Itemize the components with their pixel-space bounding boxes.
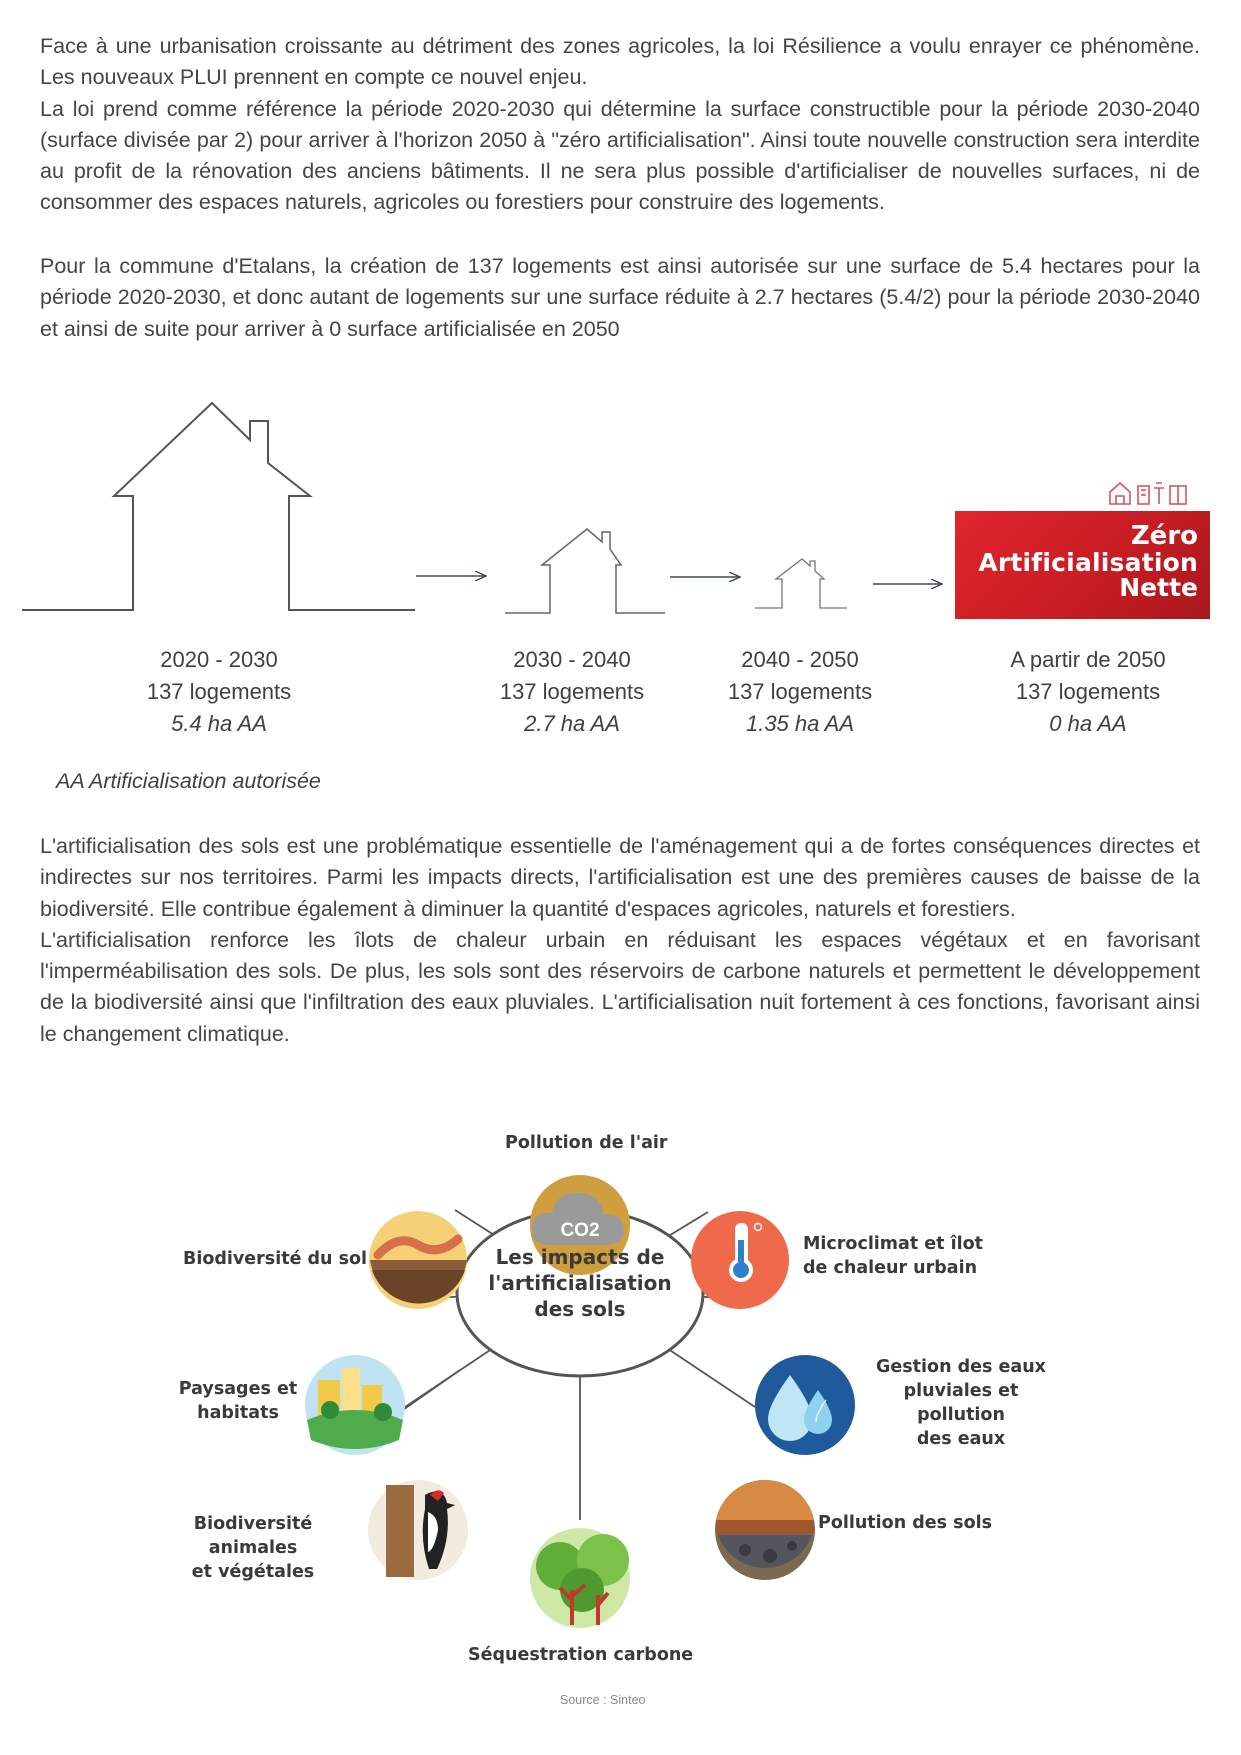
source-credit: Source : Sinteo [560,1693,646,1707]
woodpecker-icon [368,1480,468,1580]
impacts-paragraph-1: L'artificialisation des sols est une problématique essentielle de l'aménagement qui a de fortes conséquences directes et indirectes sur nos territoires. Parmi les impacts directs, l'artificialisation est une des premières causes de baisse de la biodiversité. Elle contribue également à diminuer la quantité d'espaces agricoles, naturels et forestiers. [40,834,1200,921]
label-animal-biodiversity [153,1512,353,1584]
soil-layers-icon [715,1480,815,1580]
etalans-paragraph: Pour la commune d'Etalans, la création de 137 logements est ainsi autorisée sur une surface de 5.4 hectares pour la période 2020-2030, et donc autant de logements sur une surface réduite à 2.7 hectares (5.4/2) pour la période 2030-2040 et ainsi de suite pour arriver à 0 surface artificialisée en 2050 [40,254,1200,341]
aa-legend: AA Artificialisation autorisée [56,769,321,793]
center-line-1: Les impacts de [495,1245,665,1269]
label-landscapes-line-2: habitats [197,1403,279,1423]
intro-paragraph-2: La loi prend comme référence la période 2020-2030 qui détermine la surface constructible pour la période 2030-2040 (surface divisée par 2) pour arriver à l'horizon 2050 à "zéro artificialisation". Ainsi toute nouvelle construction sera interdite au profit de la rénovation des anciens bâtiments. Il ne sera plus possible d'artificialiser de nouvelles surfaces, ni de consommer des espaces naturels, agricoles ou forestiers pour construire des logements. [40,96,1200,215]
label-soil-pollution: Pollution des sols [818,1513,993,1533]
label-soil-biodiversity: Biodiversité du sol [183,1249,368,1269]
badge-line-3: Nette [1119,573,1198,602]
period-housing: 137 logements [727,679,873,704]
period-area: 0 ha AA [1049,711,1127,736]
impacts-paragraph-2: L'artificialisation renforce les îlots de chaleur urbain en réduisant les espaces végétaux et en favorisant l'imperméabilisation des sols. De plus, les sols sont des réservoirs de carbone naturels et permettent le développement de la biodiversité ainsi que l'infiltration des eaux pluviales. L'artificialisation nuit fortement à ces fonctions, favorisant ainsi le changement climatique. [40,927,1200,1046]
period-range: 2030 - 2040 [513,647,631,672]
label-microclimate-line-2: de chaleur urbain [803,1258,978,1278]
period-range: 2040 - 2050 [741,647,859,672]
period-area: 5.4 ha AA [171,711,267,736]
label-water-line-2: pluviales et pollution [903,1381,1019,1425]
period-area: 2.7 ha AA [524,711,620,736]
center-line-3: des sols [534,1297,626,1321]
label-water-line-3: des eaux [916,1429,1006,1449]
center-line-2: l'artificialisation [488,1271,672,1295]
earthworm-icon [369,1211,467,1309]
period-area: 1.35 ha AA [745,711,855,736]
label-water [858,1355,1064,1451]
diagram-center-label [460,1244,700,1322]
label-landscapes [178,1377,298,1425]
svg-text:CO2: CO2 [560,1220,600,1241]
label-water-line-1: Gestion des eaux [876,1357,1046,1377]
label-air-pollution: Pollution de l'air [505,1133,668,1153]
badge-line-2: Artificialisation [978,548,1198,577]
period-housing: 137 logements [146,679,292,704]
label-microclimate-line-1: Microclimat et îlot [803,1234,984,1254]
label-animal-biodiversity-line-2: et végétales [191,1562,315,1582]
period-range: A partir de 2050 [1010,647,1166,672]
label-landscapes-line-1: Paysages et [178,1379,298,1399]
period-range: 2020 - 2030 [160,647,278,672]
period-housing: 137 logements [1015,679,1161,704]
label-microclimate [803,1232,983,1280]
trees-icon [530,1528,630,1628]
city-landscape-icon [305,1355,405,1455]
label-carbon: Séquestration carbone [468,1645,694,1665]
water-drops-icon [755,1355,855,1455]
intro-paragraph-1: Face à une urbanisation croissante au détriment des zones agricoles, la loi Résilience a voulu enrayer ce phénomène. Les nouveaux PLUI prennent en compte ce nouvel enjeu. [40,34,1200,90]
thermometer-icon [691,1211,789,1309]
label-animal-biodiversity-line-1: Biodiversité animales [193,1514,313,1558]
period-housing: 137 logements [499,679,645,704]
badge-line-1: Zéro [1130,521,1198,551]
